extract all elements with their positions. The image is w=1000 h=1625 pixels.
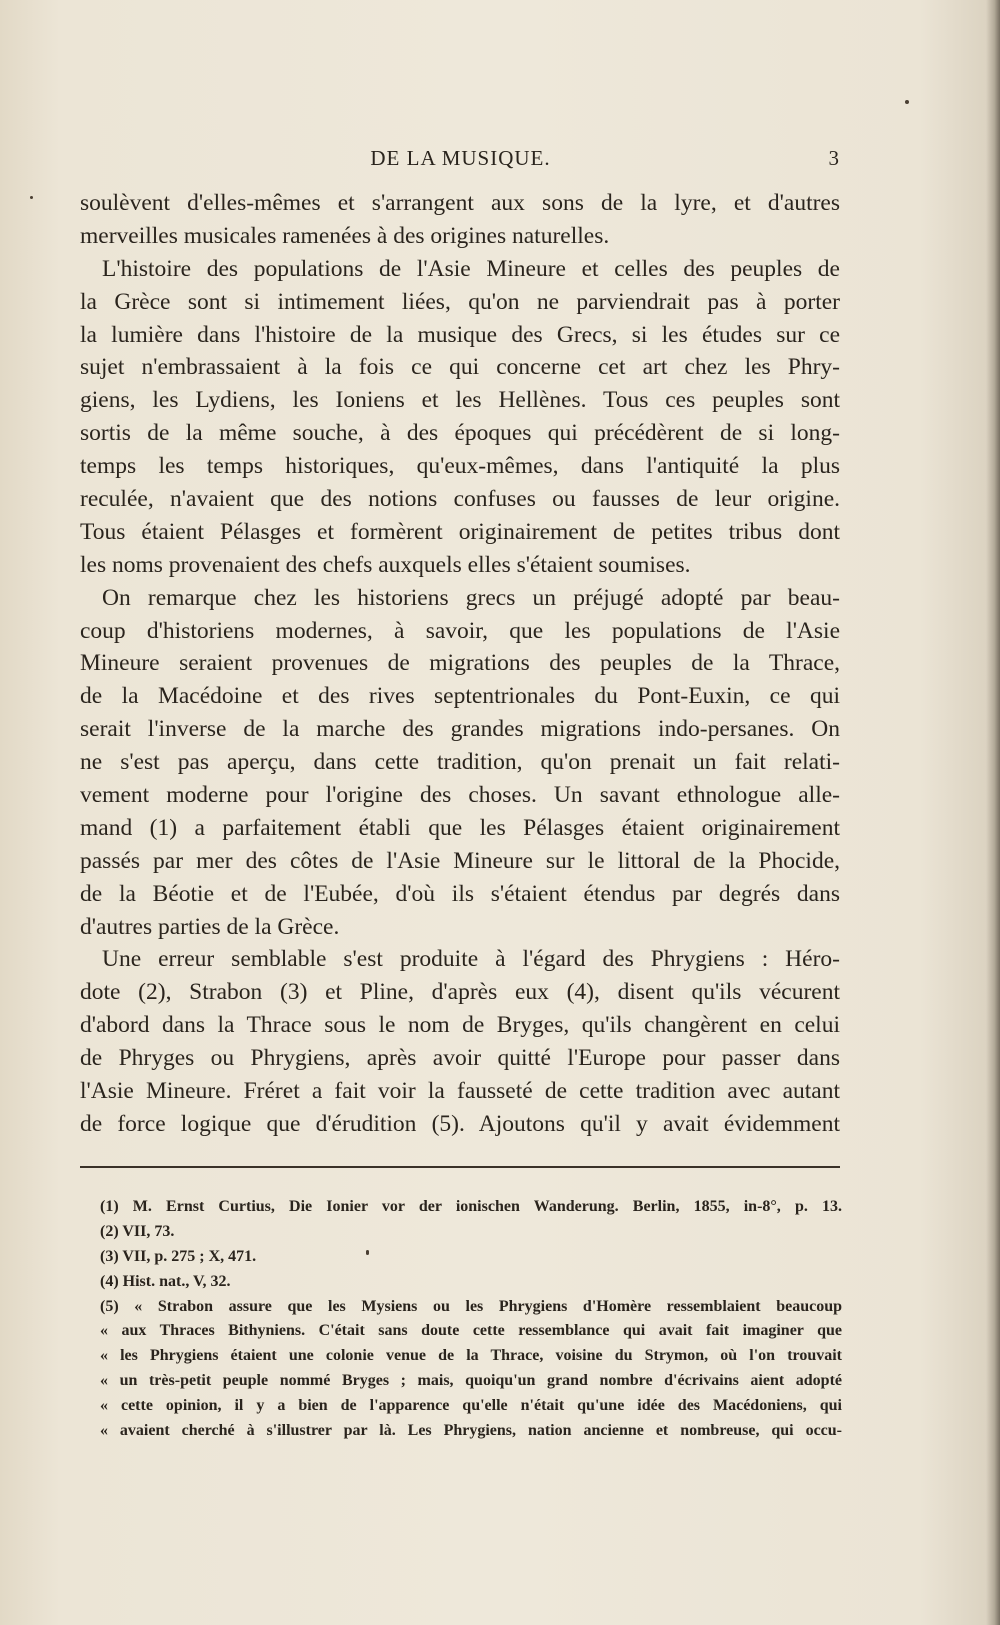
text-line: mand (1) a parfaitement établi que les Pélasges étaient originairement [80, 814, 840, 841]
page-number: 3 [828, 146, 839, 170]
paper-speck [366, 1250, 369, 1255]
text-line: d'abord dans la Thrace sous le nom de Bryges, qu'ils changèrent en celui [80, 1012, 840, 1039]
main-text [80, 187, 840, 1141]
text-line: L'histoire des populations de l'Asie Mineure et celles des peuples de [102, 255, 840, 282]
footnote-line: « avaient cherché à s'illustrer par là. Les Phrygiens, nation ancienne et nombreuse, qui occu- [100, 1422, 842, 1440]
text-line: giens, les Lydiens, les Ioniens et les Hellènes. Tous ces peuples sont [80, 387, 840, 414]
running-title: DE LA MUSIQUE. [370, 146, 551, 170]
text-line: Une erreur semblable s'est produite à l'égard des Phrygiens : Héro- [102, 946, 840, 973]
footnote-line: (5) « Strabon assure que les Mysiens ou les Phrygiens d'Homère ressemblaient beaucoup [100, 1297, 842, 1315]
text-line: sujet n'embrassaient à la fois ce qui concerne cet art chez les Phry- [80, 354, 840, 381]
text-line: ne s'est pas aperçu, dans cette tradition, qu'on prenait un fait relati- [80, 749, 840, 776]
text-line: On remarque chez les historiens grecs un préjugé adopté par beau- [102, 584, 840, 611]
footnotes [100, 1195, 842, 1444]
text-line: coup d'historiens modernes, à savoir, que les populations de l'Asie [80, 617, 840, 644]
text-line: de Phryges ou Phrygiens, après avoir quitté l'Europe pour passer dans [80, 1045, 840, 1072]
text-line: de la Béotie et de l'Eubée, d'où ils s'étaient étendus par degrés dans [80, 880, 840, 907]
running-head [82, 146, 839, 176]
footnote-line: (4) Hist. nat., V, 32. [100, 1272, 231, 1290]
text-line: Tous étaient Pélasges et formèrent originairement de petites tribus dont [80, 518, 840, 545]
text-line: vement moderne pour l'origine des choses. Un savant ethnologue alle- [80, 782, 840, 809]
footnote-line: (1) M. Ernst Curtius, Die Ionier vor der ionischen Wanderung. Berlin, 1855, in-8°, p. 13. [100, 1198, 842, 1215]
text-line: serait l'inverse de la marche des grandes migrations indo-persanes. On [80, 716, 840, 743]
text-line: d'autres parties de la Grèce. [80, 913, 340, 940]
footnote-line: « cette opinion, il y a bien de l'apparence qu'elle n'était qu'une idée des Macédoniens, qui [100, 1397, 842, 1415]
footnote-line: « les Phrygiens étaient une colonie venue de la Thrace, voisine du Strymon, où l'on trouvait [100, 1347, 842, 1365]
footnote-line: « aux Thraces Bithyniens. C'était sans doute cette ressemblance qui avait fait imaginer que [100, 1322, 842, 1340]
text-line: dote (2), Strabon (3) et Pline, d'après eux (4), disent qu'ils vécurent [80, 979, 840, 1006]
page-edge-shadow [986, 0, 1000, 1625]
text-line: sortis de la même souche, à des époques qui précédèrent de si long- [80, 420, 840, 447]
text-line: de force logique que d'érudition (5). Ajoutons qu'il y avait évidemment [80, 1110, 840, 1137]
text-line: soulèvent d'elles-mêmes et s'arrangent aux sons de la lyre, et d'autres [80, 190, 840, 216]
footnote-line: (3) VII, p. 275 ; X, 471. [100, 1247, 257, 1265]
text-line: la lumière dans l'histoire de la musique des Grecs, si les études sur ce [80, 321, 840, 348]
text-line: merveilles musicales ramenées à des origines naturelles. [80, 222, 610, 249]
paper-speck [30, 196, 33, 199]
text-line: Mineure seraient provenues de migrations des peuples de la Thrace, [80, 650, 840, 677]
text-line: passés par mer des côtes de l'Asie Mineure sur le littoral de la Phocide, [80, 847, 840, 874]
footnote-line: « un très-petit peuple nommé Bryges ; mais, quoiqu'un grand nombre d'écrivains aient adopté [100, 1372, 842, 1390]
text-line: de la Macédoine et des rives septentrionales du Pont-Euxin, ce qui [80, 683, 840, 710]
text-line: la Grèce sont si intimement liées, qu'on ne parviendrait pas à porter [80, 288, 840, 315]
text-line: les noms provenaient des chefs auxquels elles s'étaient soumises. [80, 551, 691, 578]
footnote-rule [80, 1166, 840, 1168]
text-line: l'Asie Mineure. Fréret a fait voir la fausseté de cette tradition avec autant [80, 1078, 840, 1105]
text-line: temps les temps historiques, qu'eux-mêmes, dans l'antiquité la plus [80, 453, 840, 480]
paper-speck [905, 100, 909, 104]
text-line: reculée, n'avaient que des notions confuses ou fausses de leur origine. [80, 486, 840, 513]
footnote-line: (2) VII, 73. [100, 1222, 175, 1240]
